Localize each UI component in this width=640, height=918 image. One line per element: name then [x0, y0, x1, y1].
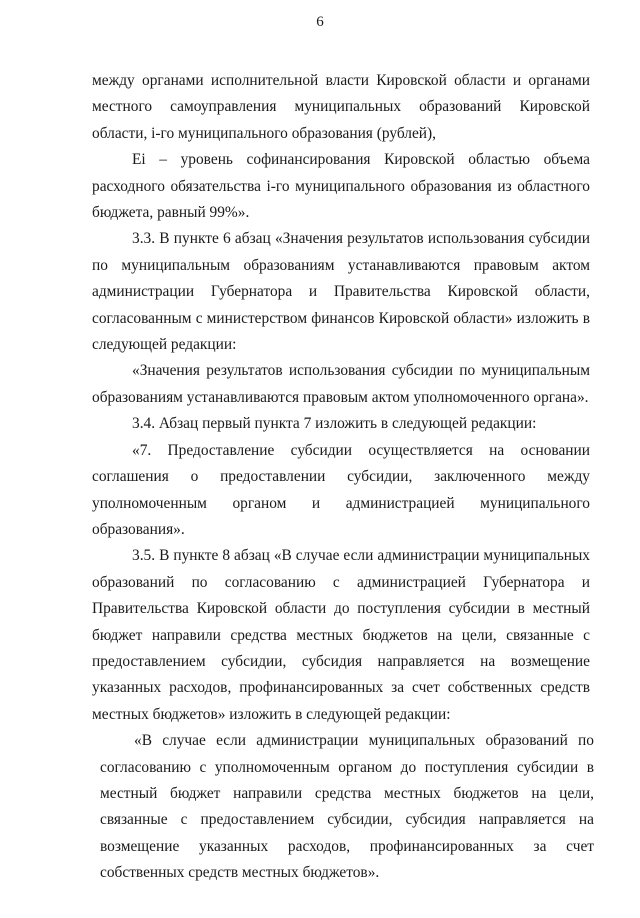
paragraph-3-5-quote: «В случае если администрации муниципальных образований по согласованию с уполномоченным органом до поступления субсидии в местный бюджет направили средства местных бюджетов на цели, связанные с предоставлением субсидии, субсидия направляется на возмещение указанных расходов, профинансированных за счет собственных средств местных бюджетов». — [100, 732, 594, 882]
paragraph-ei-definition: Ei – уровень софинансирования Кировской областью объема расходного обязательства i-го муниципального образования из областного бюджета, равный 99%». — [92, 151, 590, 222]
paragraph-3-5: 3.5. В пункте 8 абзац «В случае если администрации муниципальных образований по согласованию с администрацией Губернатора и Правительства Кировской области до поступления субсидии в местный бюджет направили средства местных бюджетов на цели, связанные с предоставлением субсидии, субсидия направляется на возмещение указанных расходов, профинансированных за счет собственных средств местных бюджетов» изложить в следующей редакции: — [92, 547, 590, 723]
document-body — [92, 68, 594, 887]
paragraph-3-4: 3.4. Абзац первый пункта 7 изложить в следующей редакции: — [132, 415, 537, 433]
paragraph-3-3-quote: «Значения результатов использования субсидии по муниципальным образованиям устанавливаются правовым актом уполномоченного органа». — [92, 362, 590, 406]
paragraph-3-4-quote: «7. Предоставление субсидии осуществляется на основании соглашения о предоставлении субсидии, заключенного между уполномоченным органом и администрацией муниципального образования». — [92, 441, 590, 538]
page-number: 6 — [316, 14, 324, 30]
paragraph-3-3: 3.3. В пункте 6 абзац «Значения результатов использования субсидии по муниципальным образованиям устанавливаются правовым актом администрации Губернатора и Правительства Кировской области, согласованным с министерством финансов Кировской области» изложить в следующей редакции: — [92, 230, 590, 354]
paragraph-continuation: между органами исполнительной власти Кировской области и органами местного самоуправления муниципальных образований Кировской области, i-го муниципального образования (рублей), — [92, 72, 590, 142]
